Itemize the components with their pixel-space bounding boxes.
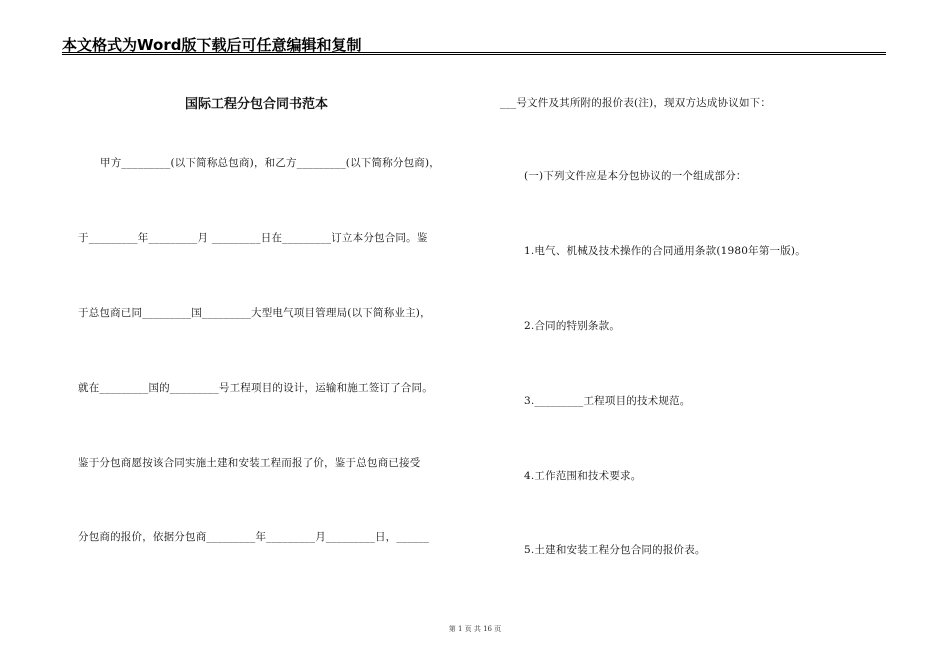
paragraph-line: 甲方_________(以下简称总包商)，和乙方_________(以下简称分包商)， <box>100 157 440 169</box>
list-item: 3._________工程项目的技术规范。 <box>524 395 691 407</box>
header-title: 本文格式为Word版下载后可任意编辑和复制 <box>62 36 362 54</box>
paragraph-line: 鉴于分包商愿按该合同实施土建和安装工程而报了价，鉴于总包商已接受 <box>78 457 421 469</box>
header-divider-secondary <box>62 54 886 55</box>
paragraph-line: 于_________年_________月 _________日在_________订立本分包合同。鉴 <box>78 232 428 244</box>
paragraph-line: ___号文件及其所附的报价表(注)，现双方达成协议如下： <box>500 97 772 109</box>
list-item: 4.工作范围和技术要求。 <box>524 470 642 482</box>
list-item: 5.土建和安装工程分包合同的报价表。 <box>524 544 706 556</box>
page-indicator: 第 1 页 共 16 页 <box>448 625 502 633</box>
list-item: 1.电气、机械及技术操作的合同通用条款(1980年第一版)。 <box>524 245 806 257</box>
header-divider <box>62 52 886 53</box>
list-item: 2.合同的特别条款。 <box>524 320 621 332</box>
paragraph-line: 于总包商已同_________国_________大型电气项目管理局(以下简称业主)， <box>78 307 431 319</box>
paragraph-line: (一)下列文件应是本分包协议的一个组成部分： <box>524 170 747 182</box>
document-title: 国际工程分包合同书范本 <box>185 97 329 112</box>
paragraph-line: 分包商的报价，依据分包商_________年_________月_________日，______ <box>78 531 430 543</box>
paragraph-line: 就在_________国的_________号工程项目的设计，运输和施工签订了合同。 <box>78 382 433 394</box>
